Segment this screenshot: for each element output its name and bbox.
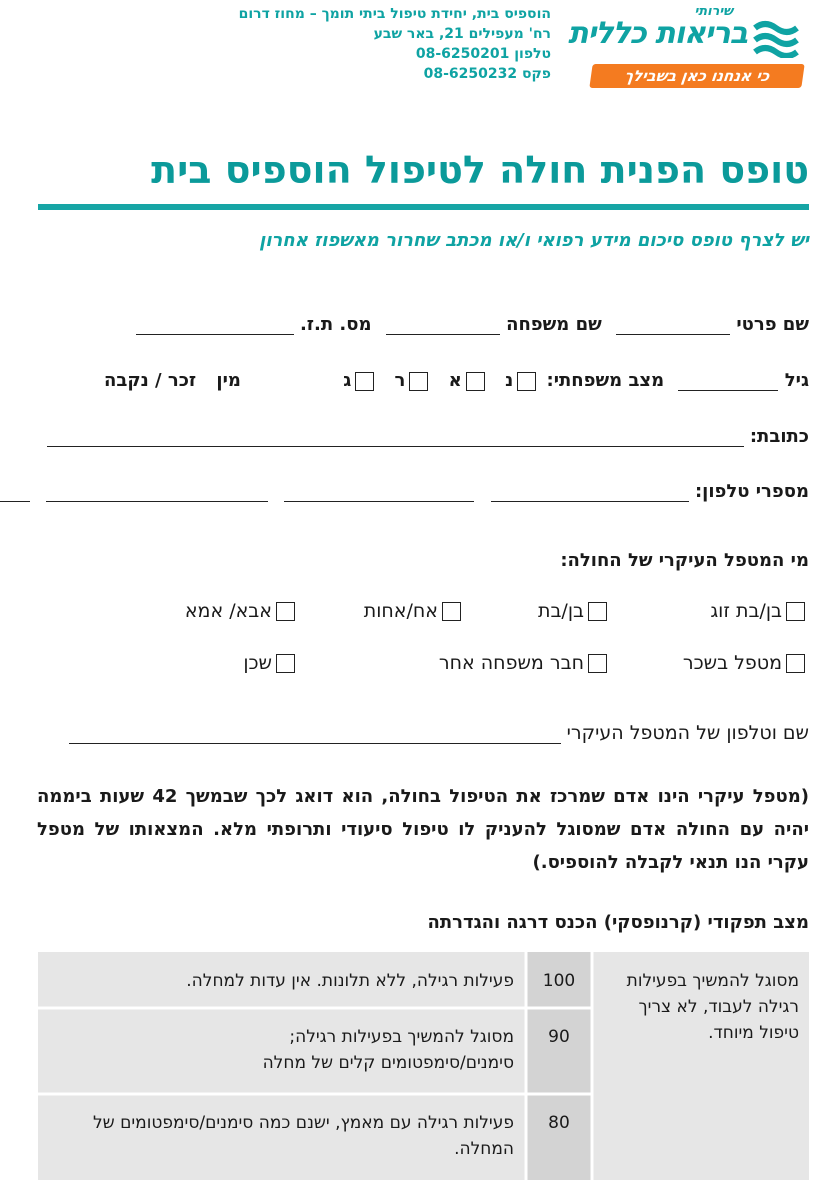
marital-status-label: מצב משפחתי: bbox=[546, 370, 665, 391]
id-number-field[interactable] bbox=[136, 315, 294, 335]
functional-group-label: מסוגל להמשיך בפעילות רגילה לעבוד, לא צריך טיפול מיוחד. bbox=[626, 971, 799, 1043]
contact-line: טלפון 08-6250201 bbox=[415, 46, 551, 62]
marital-option-label: נ bbox=[505, 370, 514, 391]
score-90: 90 bbox=[548, 1027, 570, 1047]
phone-field-4[interactable] bbox=[0, 482, 30, 502]
caregiver-option-paid[interactable] bbox=[683, 652, 809, 674]
contact-line: פקס 08-6250232 bbox=[423, 66, 551, 82]
option-label: אח/אחות bbox=[363, 600, 438, 622]
form-title: טופס הפנית חולה לטיפול הוספיס בית bbox=[151, 148, 809, 192]
contact-line: הוספיס בית, יחידת טיפול ביתי תומך – מחוז דרום bbox=[238, 6, 551, 22]
option-label: אבא/ אמא bbox=[184, 600, 272, 622]
phones-label: מספרי טלפון: bbox=[694, 481, 809, 502]
caregiver-contact-row bbox=[38, 722, 809, 744]
marital-option-label: ג bbox=[343, 370, 352, 391]
name-id-row bbox=[38, 314, 809, 335]
caregiver-option-parent[interactable] bbox=[185, 600, 299, 622]
caregiver-option-neighbor[interactable] bbox=[243, 652, 299, 674]
score-90-desc: מסוגל להמשיך בפעילות רגילה; סימנים/סימפטומים קלים של מחלה bbox=[262, 1027, 514, 1073]
marital-checkbox-married[interactable] bbox=[466, 372, 485, 391]
caregiver-option-family-friend[interactable] bbox=[439, 652, 611, 674]
clalit-logo bbox=[568, 4, 803, 88]
address-label: כתובת: bbox=[749, 426, 809, 447]
phone-field-1[interactable] bbox=[491, 482, 689, 502]
checkbox[interactable] bbox=[588, 654, 607, 673]
score-80: 80 bbox=[548, 1113, 570, 1133]
option-label: בן/בת bbox=[537, 600, 584, 622]
caregiver-contact-label: שם וטלפון של המטפל העיקרי bbox=[566, 722, 809, 744]
marital-option-label: ר bbox=[394, 370, 406, 391]
id-number-label: מס. ת.ז. bbox=[299, 314, 372, 335]
score-100: 100 bbox=[542, 971, 576, 991]
score-80-desc: פעילות רגילה עם מאמץ, ישנם כמה סימנים/סימפטומים של המחלה. bbox=[92, 1113, 514, 1159]
caregiver-question: מי המטפל העיקרי של החולה: bbox=[560, 550, 809, 571]
marital-checkbox-divorced[interactable] bbox=[355, 372, 374, 391]
karnofsky-table bbox=[38, 952, 809, 1180]
caregiver-contact-field[interactable] bbox=[69, 724, 561, 744]
age-label: גיל bbox=[784, 370, 809, 391]
age-status-row bbox=[38, 370, 809, 391]
gender-label: מין bbox=[216, 370, 241, 391]
checkbox[interactable] bbox=[786, 602, 805, 621]
checkbox[interactable] bbox=[442, 602, 461, 621]
caregiver-explanation: (מטפל עיקרי הינו אדם שמרכז את הטיפול בחולה, הוא דואג לכך שבמשך 42 שעות ביממה יהיה עם החולה אדם שמסוגל להעניק לו טיפול סיעודי ותרופתי מלא. המצאותו של מטפל עקרי הנו תנאי לקבלה להוספיס.) bbox=[37, 786, 810, 873]
checkbox[interactable] bbox=[588, 602, 607, 621]
option-label: מטפל בשכר bbox=[682, 652, 782, 674]
marital-checkbox-single[interactable] bbox=[517, 372, 536, 391]
caregiver-option-spouse[interactable] bbox=[710, 600, 809, 622]
caregiver-option-child[interactable] bbox=[538, 600, 611, 622]
caregiver-option-sibling[interactable] bbox=[364, 600, 465, 622]
address-field[interactable] bbox=[47, 427, 744, 447]
checkbox[interactable] bbox=[276, 654, 295, 673]
last-name-label: שם משפחה bbox=[506, 314, 602, 335]
option-label: חבר משפחה אחר bbox=[438, 652, 584, 674]
marital-checkbox-widowed[interactable] bbox=[409, 372, 428, 391]
first-name-label: שם פרטי bbox=[736, 314, 809, 335]
phones-row bbox=[38, 481, 809, 502]
contact-block bbox=[239, 4, 551, 84]
score-100-desc: פעילות רגילה, ללא תלונות. אין עדות למחלה. bbox=[186, 971, 514, 991]
checkbox[interactable] bbox=[786, 654, 805, 673]
checkbox[interactable] bbox=[276, 602, 295, 621]
logo-name-text: בריאות כללית bbox=[568, 16, 747, 51]
option-label: בן/בת זוג bbox=[710, 600, 782, 622]
logo-top-text: שירותי bbox=[694, 4, 733, 19]
first-name-field[interactable] bbox=[616, 315, 730, 335]
functional-status-title: מצב תפקודי (קרנופסקי) הכנס דרגה והגדרתה bbox=[427, 912, 809, 933]
age-field[interactable] bbox=[678, 371, 778, 391]
address-row bbox=[38, 426, 809, 447]
last-name-field[interactable] bbox=[386, 315, 500, 335]
marital-option-label: א bbox=[448, 370, 462, 391]
contact-line: רח' מעפילים 21, באר שבע bbox=[373, 26, 551, 42]
phone-field-2[interactable] bbox=[284, 482, 474, 502]
gender-options[interactable]: זכר / נקבה bbox=[104, 370, 197, 391]
option-label: שכן bbox=[243, 652, 272, 674]
letterhead bbox=[0, 0, 817, 100]
title-divider bbox=[38, 204, 809, 210]
logo-slogan: כי אנחנו כאן בשבילך bbox=[589, 64, 804, 88]
clalit-wave-icon bbox=[753, 18, 799, 58]
attachment-note: יש לצרף טופס סיכום מידע רפואי ו/או מכתב שחרור מאשפוז אחרון bbox=[259, 230, 809, 251]
phone-field-3[interactable] bbox=[46, 482, 268, 502]
